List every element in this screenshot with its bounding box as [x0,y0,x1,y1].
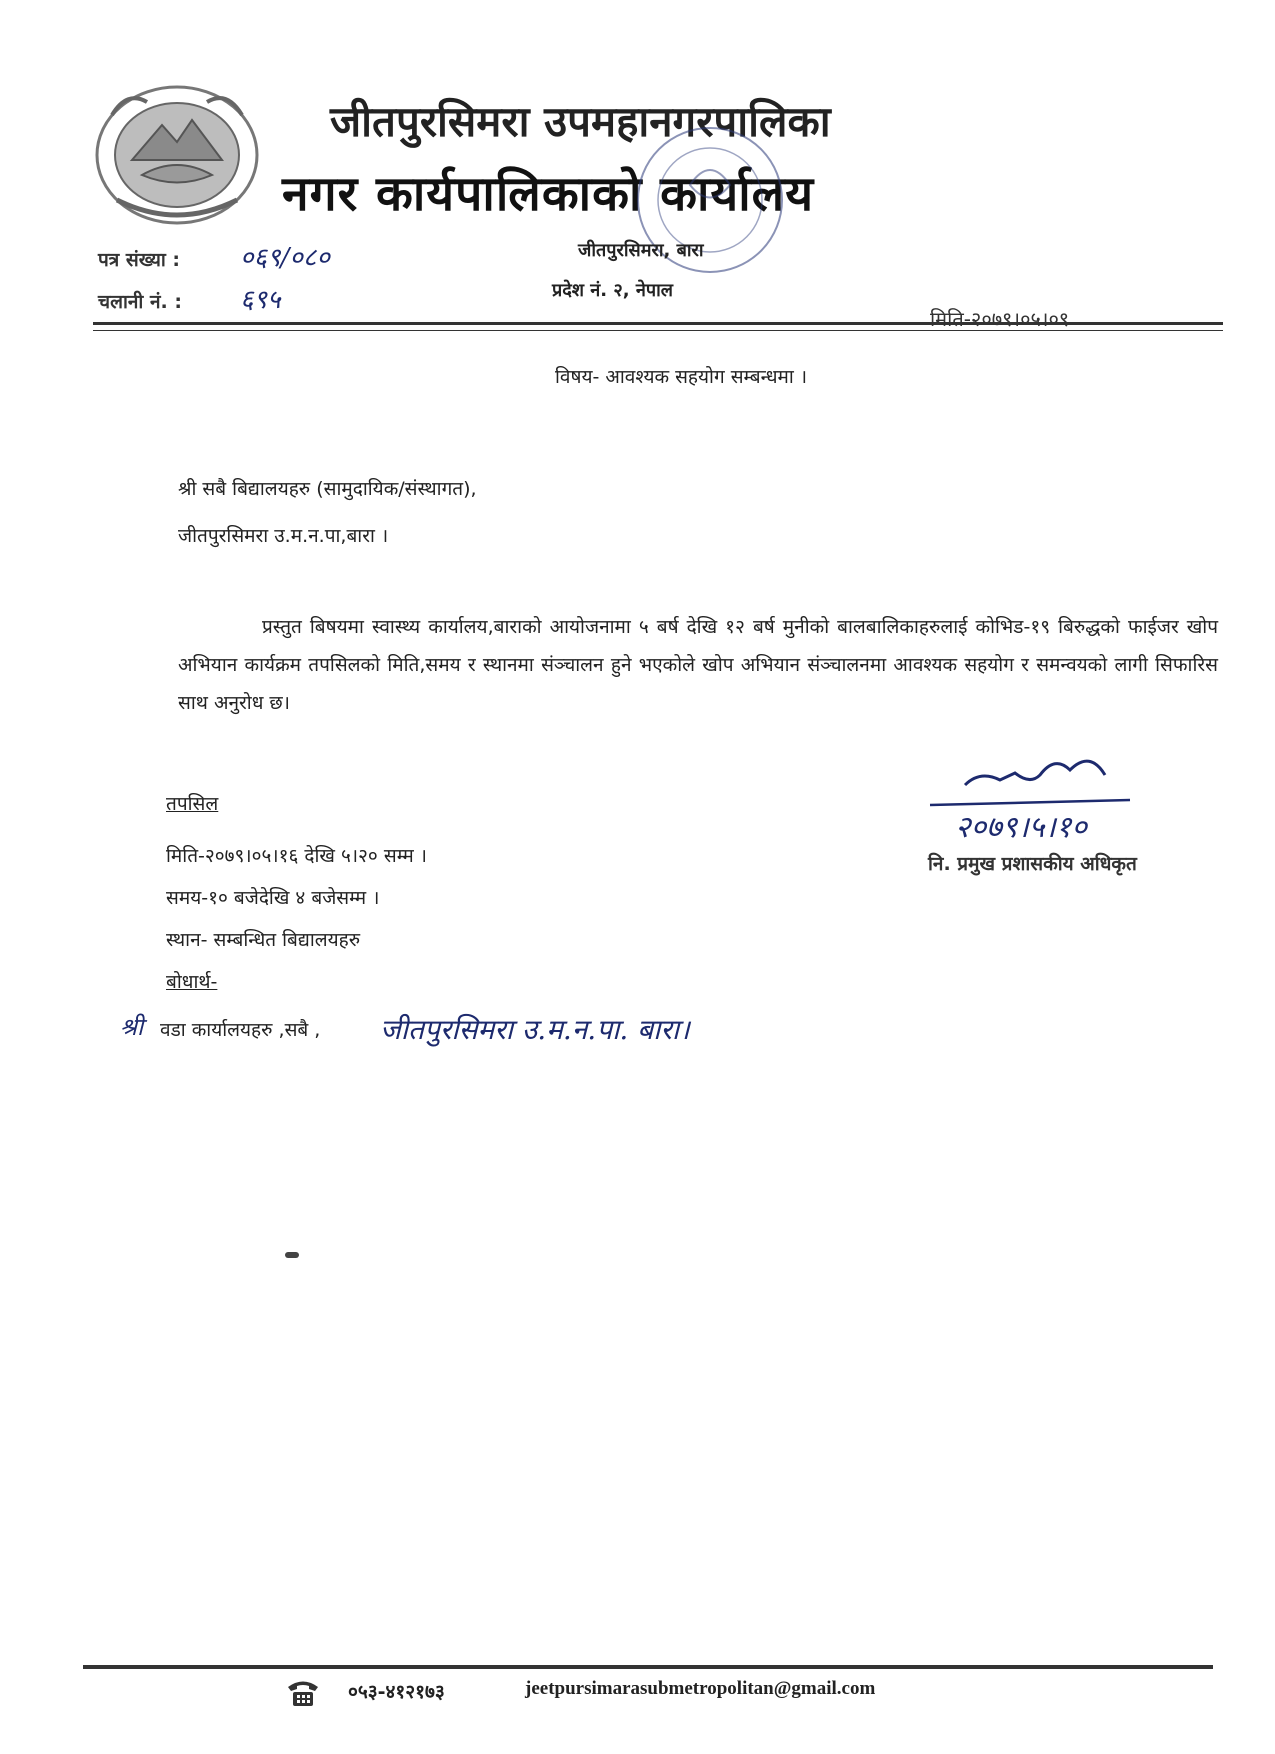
footer-phone: ०५३-४१२१७३ [348,1681,445,1703]
bodhartha-prefix: श्री [120,1013,144,1041]
office-title-line1: जीतपुरसिमरा उपमहानगरपालिका [330,97,831,146]
letter-date: मिति-२०७९।०५।०९ [930,307,1070,331]
tapsil-time: समय-१० बजेदेखि ४ बजेसम्म । [166,887,380,909]
signatory-title: नि. प्रमुख प्रशासकीय अधिकृत [928,853,1137,875]
bodhartha-line: वडा कार्यालयहरु ,सबै , [160,1019,321,1041]
chalani-value: ६९५ [240,285,281,315]
office-address: जीतपुरसिमरा, बारा [578,240,704,261]
patra-sankhya-value: ०६९/०८० [240,243,330,273]
header-divider [93,322,1223,325]
chalani-label: चलानी नं. : [98,291,182,313]
subject-line: विषय- आवश्यक सहयोग सम्बन्धमा । [555,366,808,388]
telephone-icon [285,1678,321,1708]
footer-email[interactable]: jeetpursimarasubmetropolitan@gmail.com [525,1678,876,1699]
office-province: प्रदेश नं. २, नेपाल [552,280,673,301]
bodhartha-heading: बोधार्थ- [166,971,218,993]
office-title-line2: नगर कार्यपालिकाको कार्यालय [282,166,815,222]
bodhartha-handwritten: जीतपुरसिमरा उ.म.न.पा. बारा। [380,1013,690,1046]
ink-spot [285,1252,299,1258]
signature-date: २०७९।५।१० [955,810,1087,845]
nepal-emblem-icon [92,80,262,230]
tapsil-place: स्थान- सम्बन्धित बिद्यालयहरु [166,929,361,951]
tapsil-date: मिति-२०७९।०५।१६ देखि ५।२० सम्म । [166,845,427,867]
addressee-line2: जीतपुरसिमरा उ.म.न.पा,बारा । [178,525,389,547]
tapsil-heading: तपसिल [166,793,219,815]
body-paragraph: प्रस्तुत बिषयमा स्वास्थ्य कार्यालय,बाराको आयोजनामा ५ बर्ष देखि १२ बर्ष मुनीको बालबालिकाहरुलाई कोभिड-१९ बिरुद्धको फाईजर खोप अभियान कार्यक्रम तपसिलको मिति,समय र स्थानमा संञ्चालन हुने भएकोले खोप अभियान संञ्चालनमा आवश्यक सहयोग र समन्वयको लागी सिफारिस साथ अनुरोध छ। [178,616,1218,714]
footer-divider [83,1665,1213,1669]
header-divider-thin [93,330,1223,331]
addressee-line1: श्री सबै बिद्यालयहरु (सामुदायिक/संस्थागत), [178,478,477,500]
patra-sankhya-label: पत्र संख्या : [98,249,181,271]
